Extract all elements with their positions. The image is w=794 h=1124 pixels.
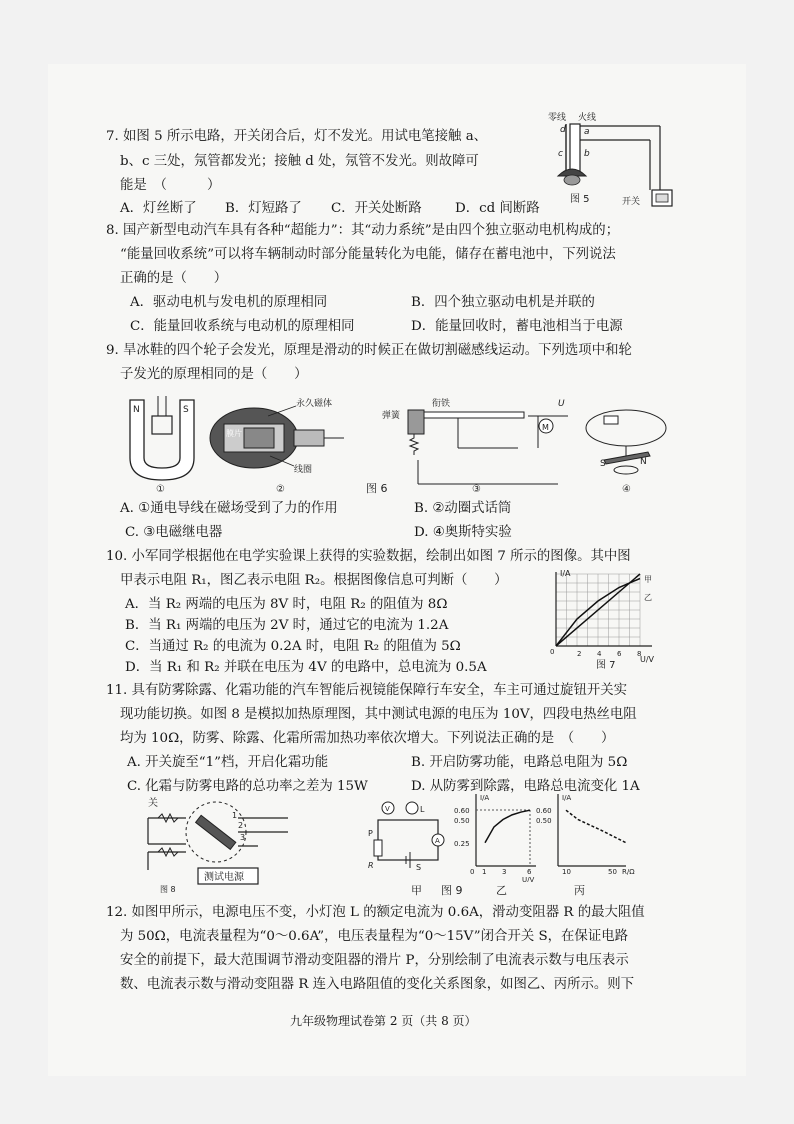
fig7-tick-2: 2 <box>577 650 582 658</box>
q12-line2: 为 50Ω，电流表量程为“0～0.6A”，电压表量程为“0～15V”闭合开关 S，在保证电路 <box>120 929 628 944</box>
fig9-bing-x-axis-label: R/Ω <box>622 868 635 876</box>
q7-line2: b、c 三处，氖管都发光；接触 d 处，氖管不发光。则故障可 <box>120 154 479 169</box>
q9-line1: 9. 旱冰鞋的四个轮子会发光，原理是滑动的时候正在做切割磁感线运动。下列选项中和轮 <box>106 343 632 358</box>
fig7-legend-jia: 甲 <box>644 575 652 584</box>
fig8-off-label: 关 <box>148 798 158 809</box>
fig9-yi-tick-060: 0.60 <box>454 807 470 815</box>
fig5-live-line-label: 火线 <box>578 113 597 123</box>
fig6-armature-label: 衔铁 <box>432 399 451 409</box>
q7-option-b: B．灯短路了 <box>225 201 302 216</box>
q12-line3: 安全的前提下，最大范围调节滑动变阻器的滑片 P，分别绘制了电流表示数与电压表示 <box>120 953 629 968</box>
fig6-label-1: ① <box>156 484 165 495</box>
fig5-point-b: b <box>584 149 590 159</box>
q12-line1: 12. 如图甲所示，电源电压不变，小灯泡 L 的额定电流为 0.6A，滑动变阻器 R 的最大阻值 <box>106 905 645 920</box>
fig6-caption: 图 6 <box>366 482 388 495</box>
q8-option-c: C．能量回收系统与电动机的原理相同 <box>130 319 355 334</box>
q11-line1: 11. 具有防雾除露、化霜功能的汽车智能后视镜能保障行车安全，车主可通过旋钮开关实 <box>106 683 628 698</box>
fig8-caption: 图 8 <box>160 885 176 894</box>
fig5-point-d: d <box>560 125 566 135</box>
q11-option-a: A. 开关旋至“1”档，开启化霜功能 <box>127 755 329 770</box>
fig9-switch-s: S <box>416 863 422 872</box>
q7-option-d: D．cd 间断路 <box>455 201 540 216</box>
fig7-legend-yi: 乙 <box>644 593 652 602</box>
fig9-slider-p: P <box>368 829 373 838</box>
fig9-yi-tick-050: 0.50 <box>454 817 470 825</box>
fig7-caption: 图 7 <box>596 660 616 670</box>
fig8-position-2: 2 <box>238 821 244 830</box>
figure-9-chart-bing <box>536 790 646 882</box>
figure-9-chart-yi <box>452 790 542 882</box>
fig5-caption: 图 5 <box>570 194 590 205</box>
figure-5-circuit <box>530 110 700 210</box>
page-footer: 九年级物理试卷第 2 页（共 8 页） <box>290 1014 477 1028</box>
fig9-yi-tick-6: 6 <box>527 868 532 876</box>
figure-6-group <box>118 388 678 500</box>
q10-option-c: C．当通过 R₂ 的电流为 0.2A 时，电阻 R₂ 的阻值为 5Ω <box>125 639 461 654</box>
fig7-x-axis-label: U/V <box>640 655 655 664</box>
fig6-magnet-label: 永久磁体 <box>296 399 333 409</box>
q8-line3: 正确的是（ ） <box>120 271 228 286</box>
fig9-bing-curve <box>566 810 626 843</box>
fig8-position-3: 3 <box>240 833 246 842</box>
q10-option-d: D．当 R₁ 和 R₂ 并联在电压为 4V 的电路中，总电流为 0.5A <box>125 660 487 675</box>
fig9-bing-tick-060: 0.60 <box>536 807 552 815</box>
q11-line3: 均为 10Ω，防雾、除露、化霜所需加热功率依次增大。下列说法正确的是 （ ） <box>120 731 615 746</box>
fig9-yi-tick-3: 3 <box>502 868 507 876</box>
fig6-s-pole: S <box>183 405 189 415</box>
fig9-caption: 图 9 <box>441 884 463 897</box>
fig9-bing-y-axis-label: I/A <box>562 794 572 802</box>
fig9-bing-tick-50: 50 <box>608 868 617 876</box>
fig6-s-needle: S <box>600 459 606 469</box>
fig6-n-pole: N <box>133 405 140 415</box>
fig6-n-needle: N <box>640 457 647 467</box>
q9-option-a: A. ①通电导线在磁场受到了力的作用 <box>120 501 338 516</box>
q7-line1: 7. 如图 5 所示电路，开关闭合后，灯不发光。用试电笔接触 a、 <box>106 129 488 144</box>
fig8-position-1: 1 <box>232 811 238 820</box>
q7-option-c: C．开关处断路 <box>331 201 422 216</box>
fig6-coil-label: 线圈 <box>294 465 313 475</box>
fig7-tick-4: 4 <box>597 650 602 658</box>
fig5-switch-label: 开关 <box>622 197 641 207</box>
fig9-yi-curve <box>485 810 530 843</box>
q11-option-c: C. 化霜与防雾电路的总功率之差为 15W <box>127 779 368 794</box>
q11-option-d: D. 从防雾到除露，电路总电流变化 1A <box>411 779 640 794</box>
fig9-bing-tick-050: 0.50 <box>536 817 552 825</box>
fig6-diaphragm-label: 膜片 <box>226 429 242 438</box>
fig8-source-label: 测试电源 <box>204 872 244 883</box>
q9-option-c: C. ③电磁继电器 <box>125 525 223 540</box>
figure-7-chart <box>540 566 660 670</box>
fig6-label-4: ④ <box>622 484 631 495</box>
figure-8-heating-circuit <box>138 794 298 894</box>
fig9-yi-tick-025: 0.25 <box>454 840 470 848</box>
fig9-voltmeter-symbol: V <box>385 805 390 813</box>
fig6-u-label: U <box>558 399 565 409</box>
fig9-lamp-label: L <box>420 805 425 814</box>
fig5-zero-line-label: 零线 <box>548 113 567 123</box>
q8-option-b: B．四个独立驱动电机是并联的 <box>411 295 595 310</box>
q11-line2: 现功能切换。如图 8 是模拟加热原理图，其中测试电源的电压为 10V，四段电热丝电阻 <box>120 707 637 722</box>
fig5-point-c: c <box>558 149 563 159</box>
q9-option-b: B. ②动圈式话筒 <box>414 501 512 516</box>
q9-line2: 子发光的原理相同的是（ ） <box>120 367 308 382</box>
fig7-tick-6: 6 <box>617 650 622 658</box>
q8-line2: “能量回收系统”可以将车辆制动时部分能量转化为电能，储存在蓄电池中，下列说法 <box>120 247 616 262</box>
q10-line1: 10. 小军同学根据他在电学实验课上获得的实验数据，绘制出如图 7 所示的图像。其中图 <box>106 549 631 564</box>
q9-option-d: D. ④奥斯特实验 <box>414 525 512 540</box>
q10-option-b: B．当 R₁ 两端的电压为 2V 时，通过它的电流为 1.2A <box>125 618 449 633</box>
fig7-tick-0: 0 <box>550 648 555 656</box>
fig7-y-axis-label: I/A <box>560 569 571 578</box>
fig9-yi-tick-1: 1 <box>482 868 487 876</box>
figure-9-circuit <box>368 796 458 876</box>
fig9-rheostat-r: R <box>368 861 374 870</box>
fig6-label-3: ③ <box>472 484 481 495</box>
fig9-bing-tick-10: 10 <box>562 868 571 876</box>
q8-option-a: A．驱动电机与发电机的原理相同 <box>130 295 328 310</box>
q7-option-a: A．灯丝断了 <box>120 201 197 216</box>
fig7-tick-8: 8 <box>637 650 642 658</box>
q10-option-a: A．当 R₂ 两端的电压为 8V 时，电阻 R₂ 的阻值为 8Ω <box>125 597 448 612</box>
fig9-ammeter-symbol: A <box>435 837 440 845</box>
q8-option-d: D．能量回收时，蓄电池相当于电源 <box>411 319 623 334</box>
fig9-yi-y-axis-label: I/A <box>480 794 490 802</box>
fig6-motor-label: M <box>542 423 549 432</box>
fig9-yi-tick-0: 0 <box>470 868 475 876</box>
q11-option-b: B. 开启防雾功能，电路总电阻为 5Ω <box>411 755 628 770</box>
fig6-spring-label: 弹簧 <box>382 411 401 421</box>
fig9-label-bing: 丙 <box>574 884 585 897</box>
q10-line2: 甲表示电阻 R₁，图乙表示电阻 R₂。根据图像信息可判断（ ） <box>120 573 508 588</box>
q12-line4: 数、电流表示数与滑动变阻器 R 连入电路阻值的变化关系图象，如图乙、丙所示。则下 <box>120 977 635 992</box>
q7-line3: 能是 （ ） <box>120 178 221 193</box>
fig9-yi-x-axis-label: U/V <box>522 876 535 882</box>
q8-line1: 8. 国产新型电动汽车具有各种“超能力”：其“动力系统”是由四个独立驱动电机构成的； <box>106 223 620 238</box>
fig9-label-jia: 甲 <box>411 884 422 897</box>
fig9-label-yi: 乙 <box>496 884 507 897</box>
fig5-point-a: a <box>584 127 590 137</box>
fig6-label-2: ② <box>276 484 285 495</box>
